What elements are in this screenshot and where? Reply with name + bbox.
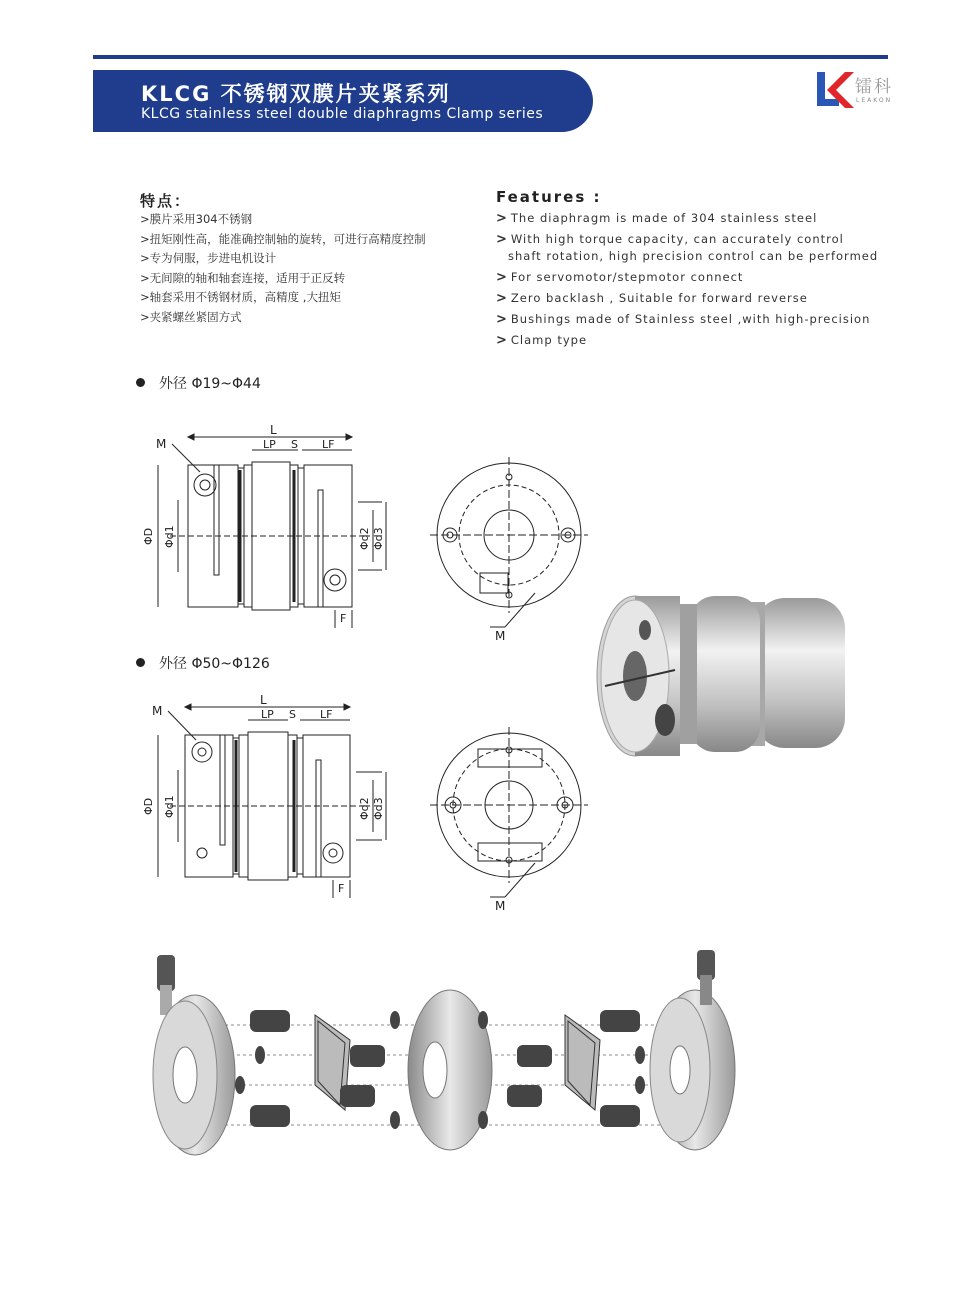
list-item xyxy=(496,332,878,349)
dim-label-d2: Φd2 xyxy=(358,527,371,550)
list-item: >夹紧螺丝紧固方式 xyxy=(140,309,242,324)
arrow-icon: > xyxy=(496,270,508,285)
features-en-list xyxy=(496,210,878,353)
dim-label-L: L xyxy=(260,693,267,707)
list-item: >专为伺服，步进电机设计 xyxy=(140,251,277,265)
bullet-icon xyxy=(136,658,145,667)
arrow-icon: > xyxy=(496,232,508,247)
feature-text: Clamp type xyxy=(510,333,588,347)
dim-label-LF: LF xyxy=(322,438,335,451)
list-item: >轴套采用不锈钢材质，高精度 ,大扭矩 xyxy=(140,290,341,304)
arrow-icon: > xyxy=(496,312,508,327)
list-item xyxy=(496,210,878,227)
dim-label-d2: Φd2 xyxy=(358,797,371,820)
dim-label-D: ΦD xyxy=(142,527,155,545)
list-item: >扭矩刚性高，能准确控制轴的旋转，可进行高精度控制 xyxy=(140,231,426,246)
dim-label-d3: Φd3 xyxy=(372,527,385,550)
end-view-drawing-large xyxy=(430,725,590,915)
section-label-text: 外径 Φ50~Φ126 xyxy=(159,656,270,672)
lk-logo-icon xyxy=(815,70,855,110)
title-en: KLCG stainless steel double diaphragms Clamp series xyxy=(141,106,544,122)
feature-text-cont: shaft rotation, high precision control can be performed xyxy=(508,249,879,263)
header-rule xyxy=(93,55,888,59)
arrow-icon: > xyxy=(496,211,508,226)
section-label-small xyxy=(136,373,261,393)
dim-label-M: M xyxy=(156,437,167,451)
dim-label-d1: Φd1 xyxy=(163,525,176,548)
list-item xyxy=(496,290,878,307)
dim-label-F: F xyxy=(340,612,347,625)
coupling-product-image xyxy=(595,590,855,770)
list-item xyxy=(496,231,878,265)
dim-label-M: M xyxy=(152,704,163,718)
list-item: >膜片采用304不锈钢 xyxy=(140,212,253,226)
dim-label-M: M xyxy=(495,899,506,913)
list-item: >无间隙的轴和轴套连接，适用于正反转 xyxy=(140,270,346,285)
side-view-drawing-large xyxy=(130,690,400,905)
feature-text: Bushings made of Stainless steel ,with high-precision xyxy=(510,312,871,326)
end-view-drawing-small xyxy=(430,455,590,645)
dim-label-LF: LF xyxy=(320,708,333,721)
dim-label-F: F xyxy=(338,882,345,895)
feature-text: The diaphragm is made of 304 stainless steel xyxy=(510,211,818,225)
list-item xyxy=(496,269,878,286)
exploded-view-image xyxy=(135,945,755,1165)
arrow-icon: > xyxy=(496,333,508,348)
dim-label-M: M xyxy=(495,629,506,643)
dim-label-d3: Φd3 xyxy=(372,797,385,820)
dim-label-LP: LP xyxy=(261,708,274,721)
features-cn-list xyxy=(140,210,426,327)
logo-en-text: LEAKON xyxy=(856,97,893,104)
side-view-drawing-small xyxy=(130,420,400,635)
title-banner xyxy=(93,70,593,132)
bullet-icon xyxy=(136,378,145,387)
dim-label-S: S xyxy=(289,708,296,721)
dim-label-D: ΦD xyxy=(142,797,155,815)
list-item xyxy=(496,311,878,328)
arrow-icon: > xyxy=(496,291,508,306)
feature-text: Zero backlash , Suitable for forward reverse xyxy=(510,291,808,305)
title-cn: KLCG 不锈钢双膜片夹紧系列 xyxy=(141,82,451,106)
features-en-heading: Features : xyxy=(496,188,602,206)
features-cn-heading: 特点： xyxy=(140,192,192,210)
dim-label-L: L xyxy=(270,423,277,437)
feature-text: For servomotor/stepmotor connect xyxy=(510,270,744,284)
dim-label-LP: LP xyxy=(263,438,276,451)
logo-cn-text: 镭科 xyxy=(855,77,893,97)
company-logo xyxy=(815,70,895,110)
section-label-large xyxy=(136,653,270,673)
dim-label-S: S xyxy=(291,438,298,451)
section-label-text: 外径 Φ19~Φ44 xyxy=(159,376,261,392)
feature-text: With high torque capacity, can accurately control xyxy=(510,232,844,246)
dim-label-d1: Φd1 xyxy=(163,795,176,818)
